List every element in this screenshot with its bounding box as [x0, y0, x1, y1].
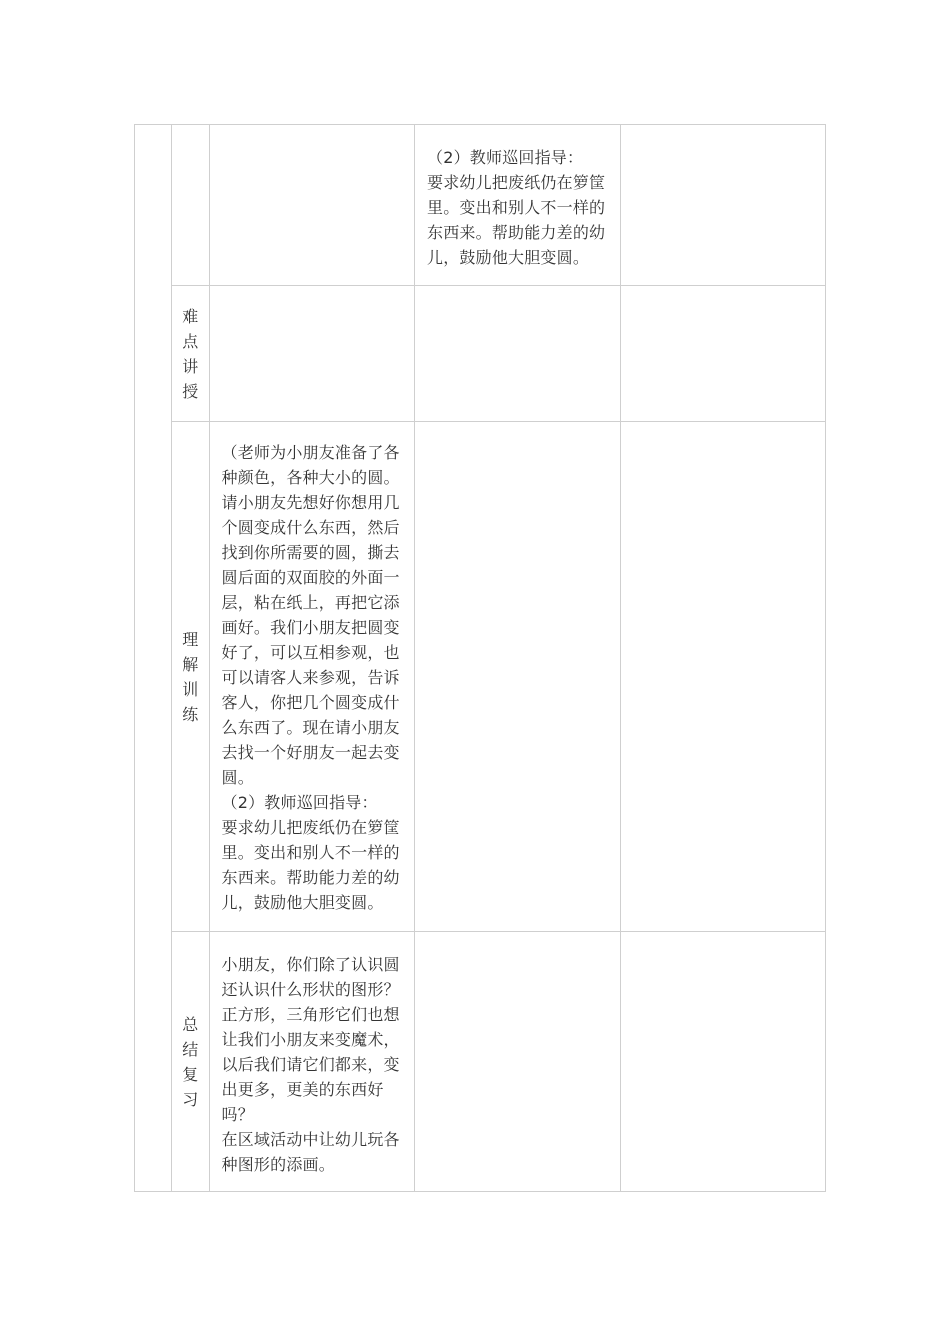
teacher-cell	[415, 125, 620, 286]
teacher-guidance-text	[415, 422, 619, 440]
teacher-cell	[415, 932, 620, 1192]
table-row	[135, 422, 826, 932]
content-text: （老师为小朋友准备了各种颜色，各种大小的圆。请小朋友先想好你想用几个圆变成什么东西，然后找到你所需要的圆，撕去圆后面的双面胶的外面一层，粘在纸上，再把它添画好。我们小朋友把圆变好了，可以互相参观，也可以请客人来参观，告诉客人，你把几个圆变成什么东西了。现在请小朋友去找一个好朋友一起去变圆。 （2）教师巡回指导： 要求幼儿把废纸仍在箩筐里。变出和别人不一样的东西来。帮助能力差的幼儿，鼓励他大胆变圆。	[221, 443, 400, 912]
extra-text	[621, 932, 826, 952]
row-label: 理解训练	[182, 629, 199, 724]
extra-text	[621, 422, 826, 440]
teacher-cell	[415, 286, 620, 422]
content-cell	[209, 125, 414, 286]
content-text: 小朋友，你们除了认识圆还认识什么形状的图形？正方形，三角形它们也想让我们小朋友来变魔术，以后我们请它们都来，变出更多，更美的东西好吗？ 在区域活动中让幼儿玩各种图形的添画。	[221, 955, 400, 1174]
row-label-cell	[172, 286, 209, 422]
table-row	[135, 932, 826, 1192]
extra-cell	[620, 125, 826, 286]
teacher-guidance-text: （2）教师巡回指导： 要求幼儿把废纸仍在箩筐里。变出和别人不一样的东西来。帮助能力差的幼儿，鼓励他大胆变圆。	[427, 148, 606, 267]
table-row	[135, 286, 826, 422]
teacher-cell	[415, 422, 620, 932]
extra-cell	[620, 932, 826, 1192]
teacher-guidance-text	[415, 932, 619, 952]
row-label-cell	[172, 422, 209, 932]
content-text	[210, 125, 414, 145]
table-row	[135, 125, 826, 286]
extra-cell	[620, 286, 826, 422]
merged-outer-cell	[135, 125, 172, 1192]
row-label: 难点讲授	[182, 306, 199, 401]
extra-cell	[620, 422, 826, 932]
row-label-cell	[172, 932, 209, 1192]
row-label-cell	[172, 125, 209, 286]
extra-text	[621, 125, 826, 145]
row-label: 总结复习	[182, 1014, 199, 1109]
content-cell	[209, 932, 414, 1192]
content-cell	[209, 286, 414, 422]
lesson-plan-table	[134, 124, 826, 1192]
content-cell	[209, 422, 414, 932]
